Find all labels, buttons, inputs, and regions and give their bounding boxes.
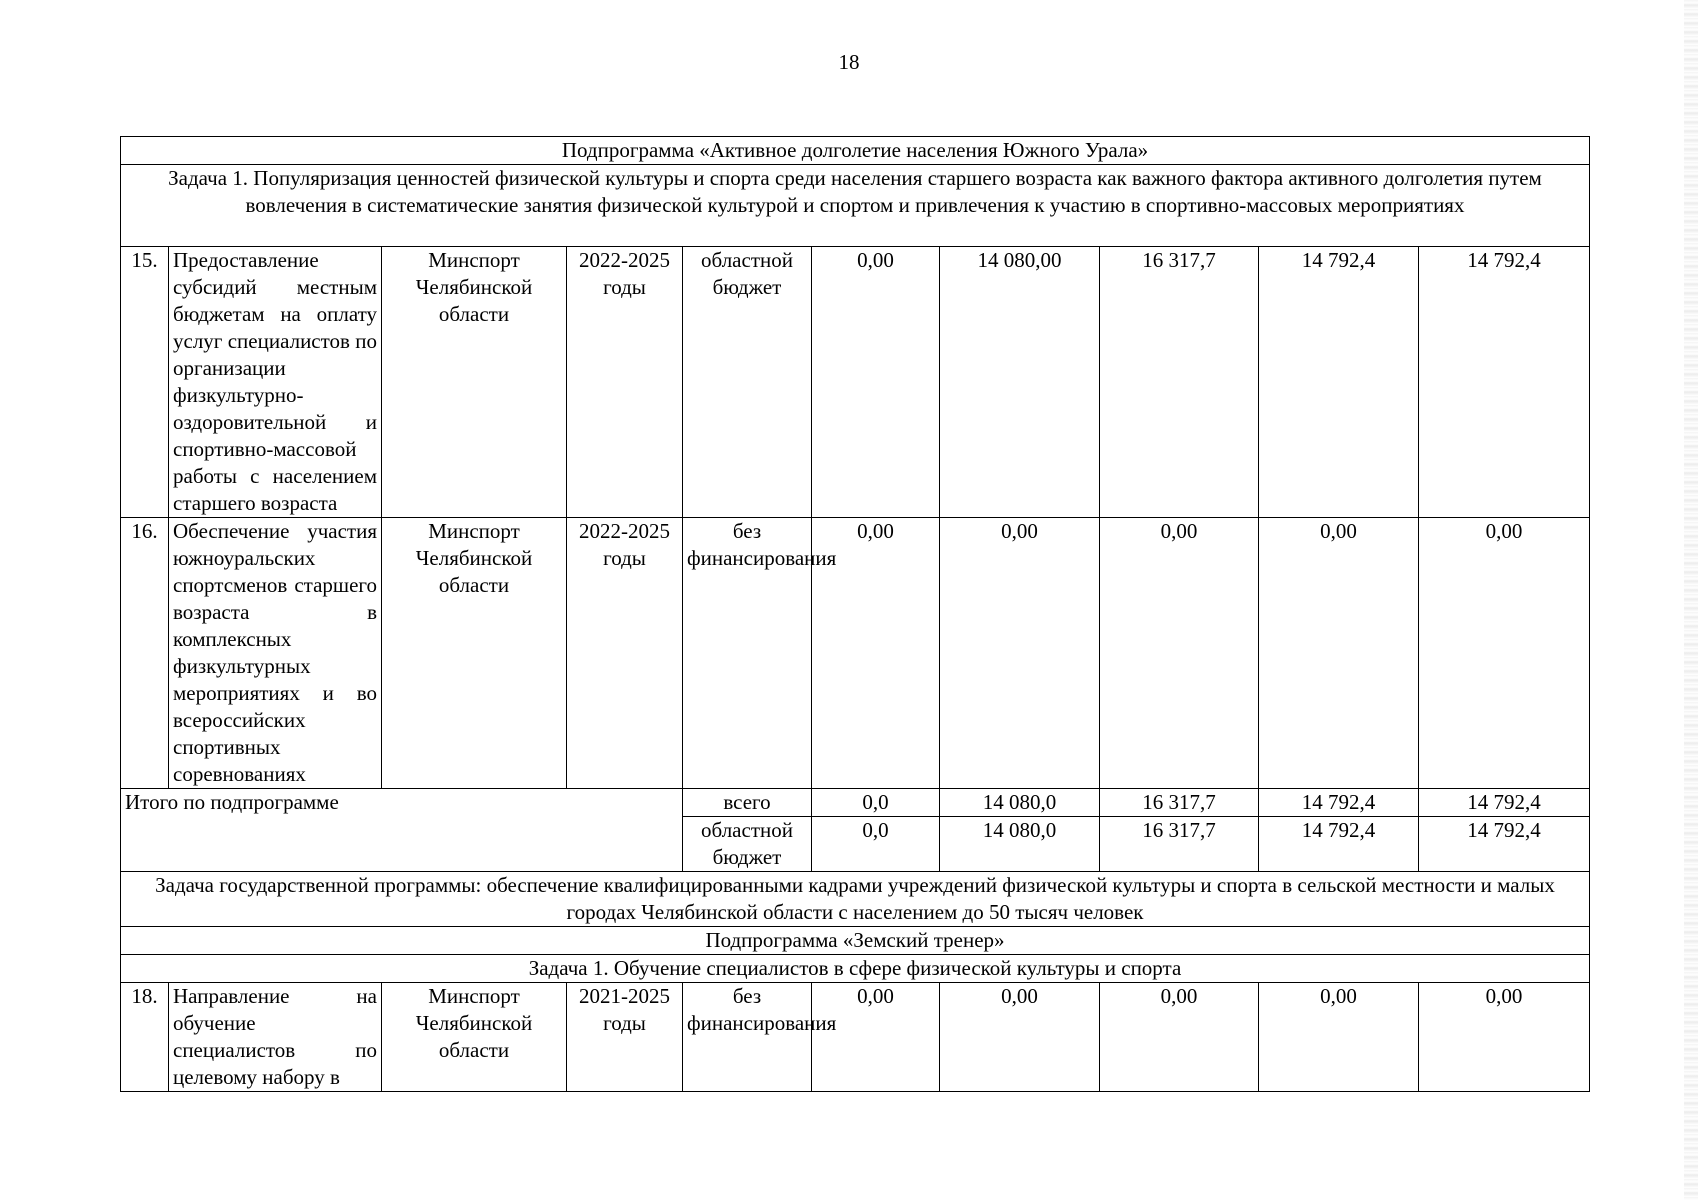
row-number: 16. [121,518,169,789]
value-cell: 14 792,4 [1419,247,1590,518]
period: 2021-2025 годы [567,983,683,1092]
value-cell: 0,00 [812,518,940,789]
state-task-row [121,872,1590,927]
subprogram-title: Подпрограмма «Земский тренер» [121,927,1590,955]
value-cell: 14 792,4 [1419,817,1590,872]
funding-source: всего [683,789,812,817]
state-task-description: Задача государственной программы: обеспечение квалифицированными кадрами учреждений физической культуры и спорта в сельской местности и малых городах Челябинской области с населением до 50 тысяч человек [121,872,1590,927]
table-row [121,983,1590,1092]
value-cell: 0,00 [1259,518,1419,789]
total-label: Итого по подпрограмме [121,789,683,872]
row-number: 15. [121,247,169,518]
value-cell: 0,00 [1419,518,1590,789]
subprogram-title-row [121,137,1590,165]
activity-name: Направление на обучение специалистов по целевому набору в [169,983,382,1092]
table-row [121,518,1590,789]
value-cell: 0,00 [1419,983,1590,1092]
task-row [121,165,1590,247]
value-cell: 14 080,0 [940,817,1100,872]
scan-edge-decoration [1684,0,1698,1200]
value-cell: 0,0 [812,817,940,872]
funding-source: областной бюджет [683,247,812,518]
executor: Минспорт Челябинской области [382,247,567,518]
task-row [121,955,1590,983]
row-number: 18. [121,983,169,1092]
value-cell: 0,00 [1100,983,1259,1092]
value-cell: 14 080,0 [940,789,1100,817]
funding-source: без финансирования [683,983,812,1092]
funding-source: без финансирования [683,518,812,789]
table-row [121,247,1590,518]
value-cell: 0,0 [812,789,940,817]
subprogram-title: Подпрограмма «Активное долголетие населения Южного Урала» [121,137,1590,165]
value-cell: 14 792,4 [1259,817,1419,872]
value-cell: 0,00 [940,983,1100,1092]
activity-name: Обеспечение участия южноуральских спортсменов старшего возраста в комплексных физкультурных мероприятиях и во всероссийских спортивных соревнованиях [169,518,382,789]
value-cell: 14 080,00 [940,247,1100,518]
page-number: 18 [838,50,860,74]
funding-source: областной бюджет [683,817,812,872]
value-cell: 16 317,7 [1100,817,1259,872]
value-cell: 14 792,4 [1419,789,1590,817]
value-cell: 14 792,4 [1259,789,1419,817]
period: 2022-2025 годы [567,518,683,789]
subprogram-title-row [121,927,1590,955]
executor: Минспорт Челябинской области [382,518,567,789]
value-cell: 0,00 [812,983,940,1092]
period: 2022-2025 годы [567,247,683,518]
program-table [120,136,1590,1092]
value-cell: 0,00 [1100,518,1259,789]
executor: Минспорт Челябинской области [382,983,567,1092]
value-cell: 0,00 [940,518,1100,789]
value-cell: 16 317,7 [1100,789,1259,817]
total-row [121,789,1590,817]
activity-name: Предоставление субсидий местным бюджетам на оплату услуг специалистов по организации физкультурно-оздоровительной и спортивно-массовой работы с населением старшего возраста [169,247,382,518]
value-cell: 16 317,7 [1100,247,1259,518]
value-cell: 0,00 [1259,983,1419,1092]
value-cell: 0,00 [812,247,940,518]
value-cell: 14 792,4 [1259,247,1419,518]
task-description: Задача 1. Популяризация ценностей физической культуры и спорта среди населения старшего возраста как важного фактора активного долголетия путем вовлечения в систематические занятия физической культурой и спортом и привлечения к участию в спортивно-массовых мероприятиях [121,165,1590,247]
task-description: Задача 1. Обучение специалистов в сфере физической культуры и спорта [121,955,1590,983]
